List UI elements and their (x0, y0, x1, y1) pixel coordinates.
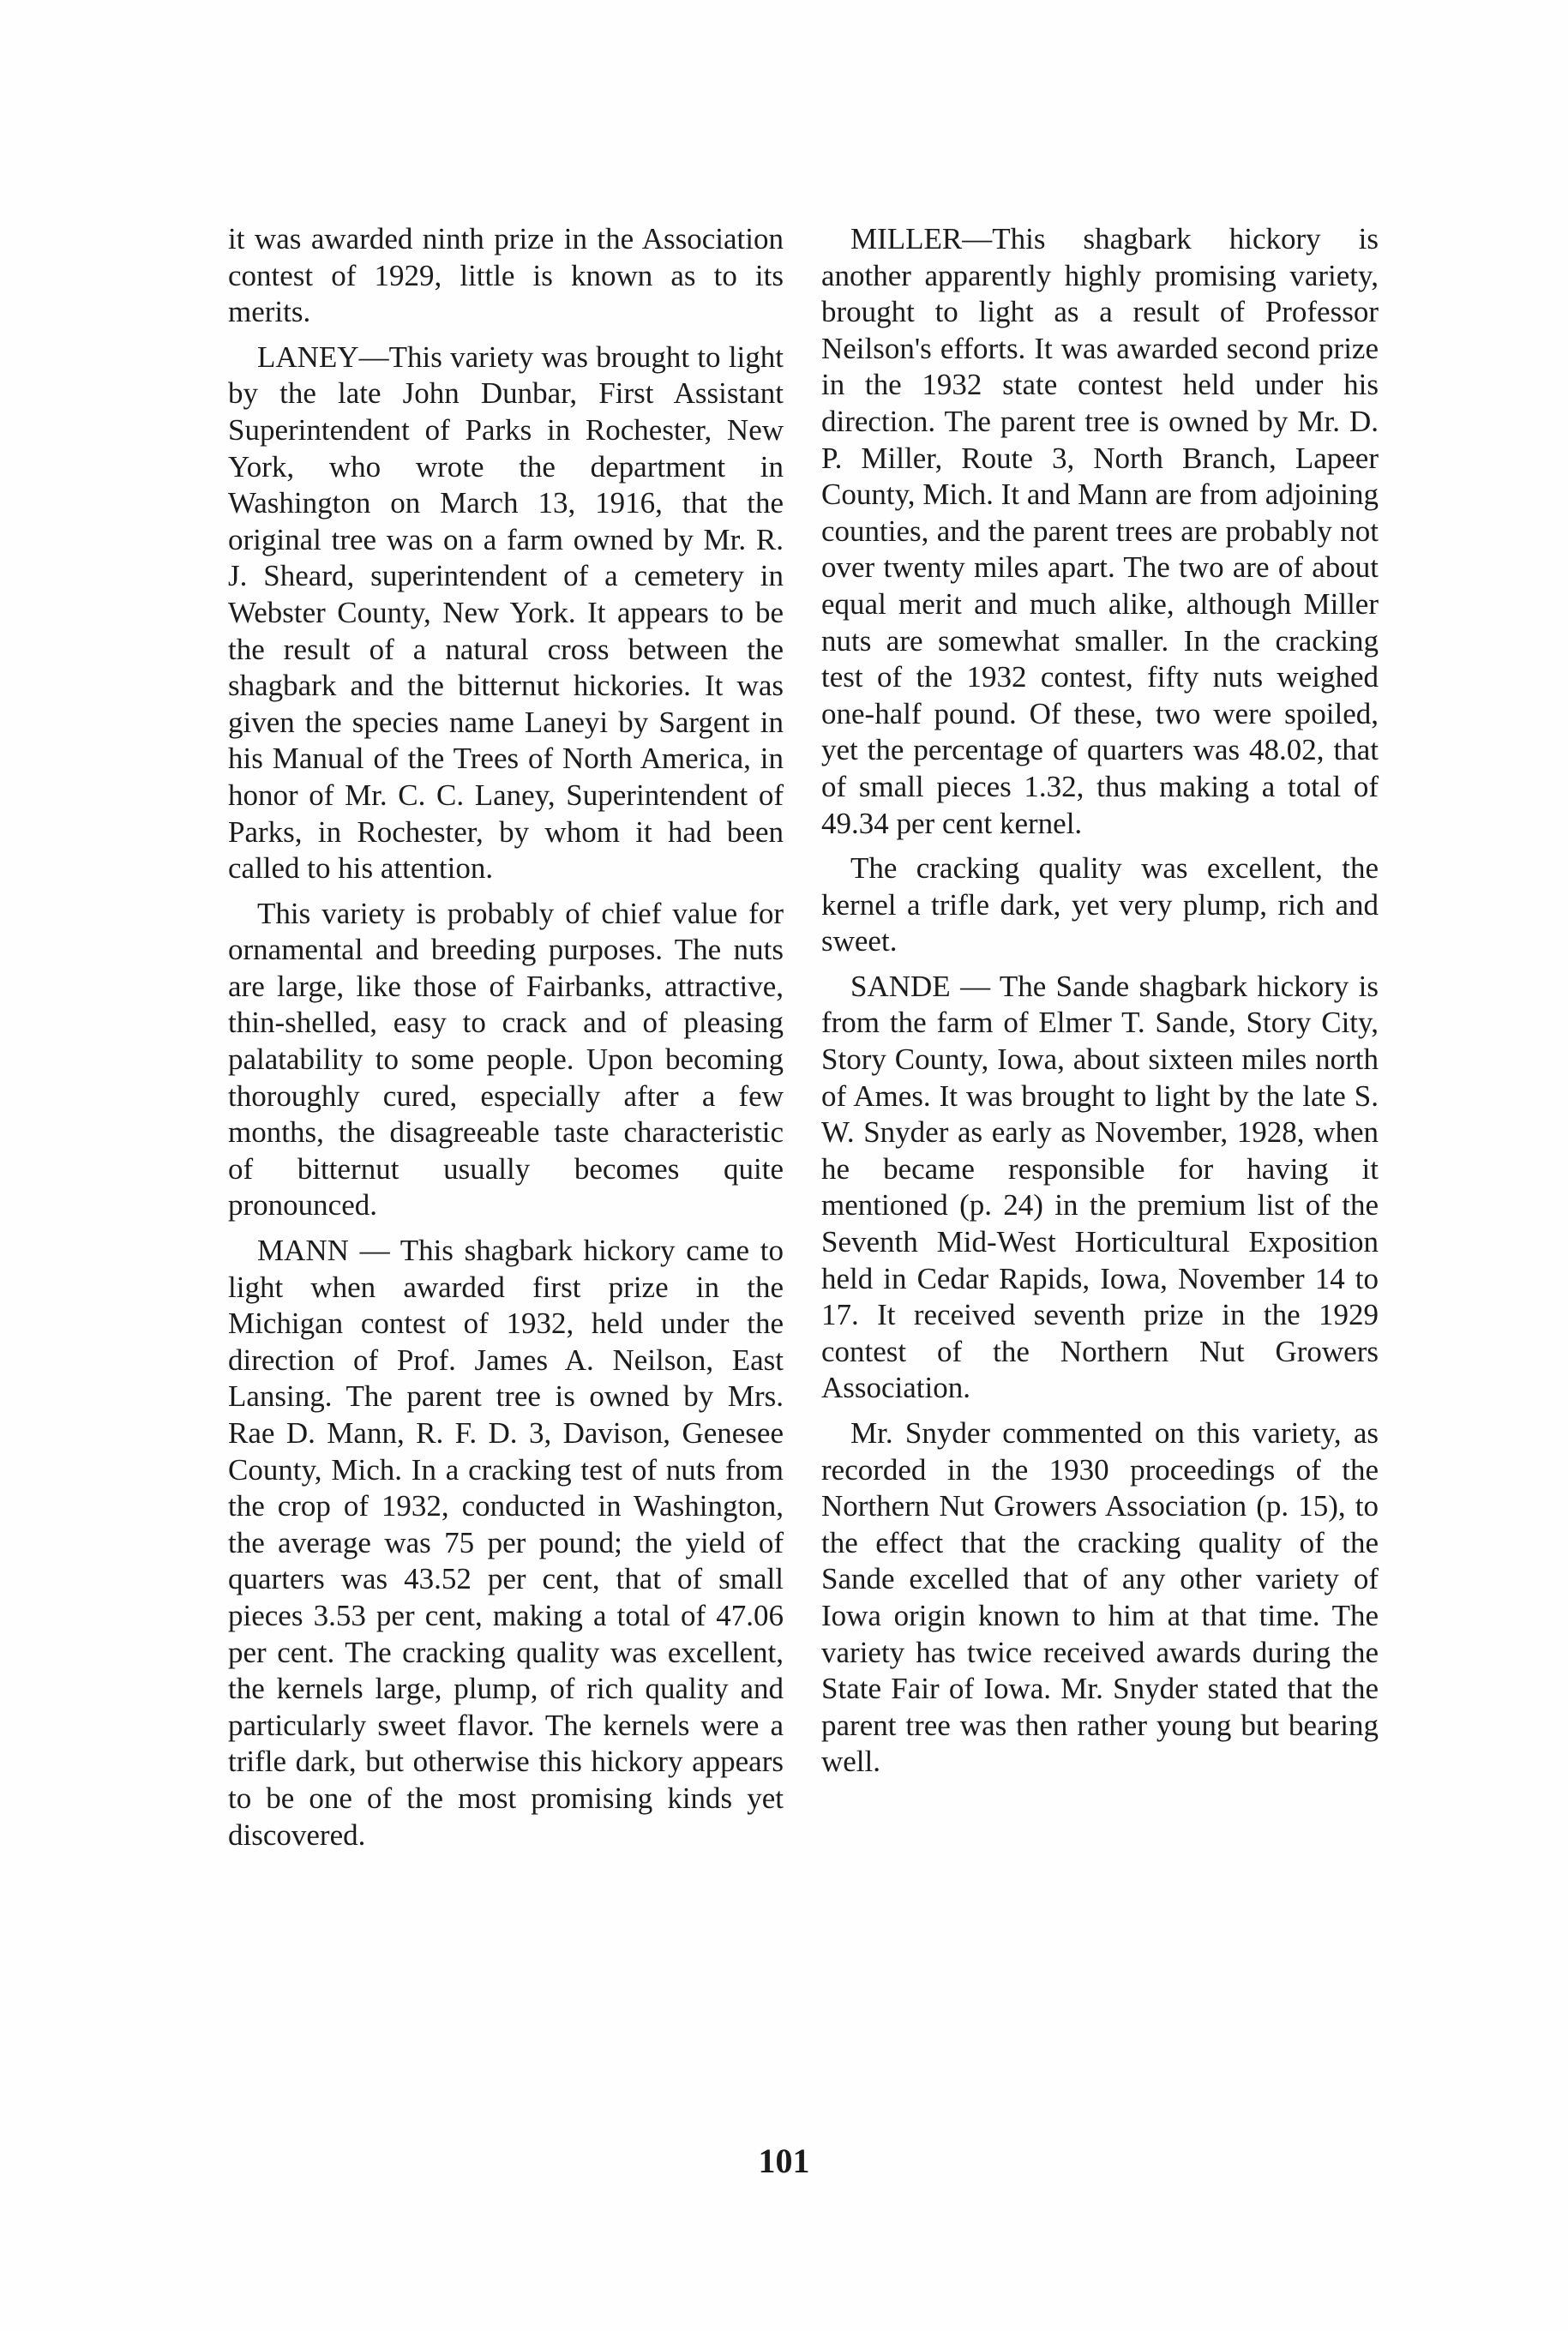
paragraph-laney: LANEY—This variety was brought to light by the late John Dunbar, First Assistant Superintendent of Parks in Rochester, New York, who wrote the department in Washington on March 13, 1916, that the original tree was on a farm owned by Mr. R. J. Sheard, superintendent of a cemetery in Webster County, New York. It appears to be the result of a natural cross between the shagbark and the bitternut hickories. It was given the species name Laneyi by Sargent in his Manual of the Trees of North America, in honor of Mr. C. C. Laney, Superintendent of Parks, in Rochester, by whom it had been called to his attention. (228, 339, 784, 886)
paragraph-laney-value: This variety is probably of chief value for ornamental and breeding purposes. The nuts are large, like those of Fairbanks, attractive, thin-shelled, easy to crack and of pleasing palatability to some people. Upon becoming thoroughly cured, especially after a few months, the disagreeable taste characteristic of bitternut usually becomes quite pronounced. (228, 896, 784, 1223)
paragraph-sande: SANDE — The Sande shagbark hickory is from the farm of Elmer T. Sande, Story City, Story County, Iowa, about sixteen miles north of Ames. It was brought to light by the late S. W. Snyder as early as November, 1928, when he became responsible for having it mentioned (p. 24) in the premium list of the Seventh Mid-West Horticultural Exposition held in Cedar Rapids, Iowa, November 14 to 17. It received seventh prize in the 1929 contest of the Northern Nut Growers Association. (821, 969, 1379, 1405)
page-number: 101 (758, 2142, 810, 2180)
paragraph-miller: MILLER—This shagbark hickory is another apparently highly promising variety, brought to light as a result of Professor Neilson's efforts. It was awarded second prize in the 1932 state contest held under his direction. The parent tree is owned by Mr. D. P. Miller, Route 3, North Branch, Lapeer County, Mich. It and Mann are from adjoining counties, and the parent trees are probably not over twenty miles apart. The two are of about equal merit and much alike, although Miller nuts are somewhat smaller. In the cracking test of the 1932 contest, fifty nuts weighed one-half pound. Of these, two were spoiled, yet the percentage of quarters was 48.02, that of small pieces 1.32, thus making a total of 49.34 per cent kernel. (821, 222, 1379, 840)
paragraph-miller-quality: The cracking quality was excellent, the kernel a trifle dark, yet very plump, rich and sweet. (821, 851, 1379, 958)
right-column (821, 221, 1379, 1789)
paragraph-ninth-prize-continuation: it was awarded ninth prize in the Association contest of 1929, little is known as to its merits. (228, 222, 784, 329)
paragraph-snyder-comment: Mr. Snyder commented on this variety, as recorded in the 1930 proceedings of the Northern Nut Growers Association (p. 15), to the effect that the cracking quality of the Sande excelled that of any other variety of Iowa origin known to him at that time. The variety has twice received awards during the State Fair of Iowa. Mr. Snyder stated that the parent tree was then rather young but bearing well. (821, 1416, 1379, 1779)
paragraph-mann: MANN — This shagbark hickory came to light when awarded first prize in the Michigan contest of 1932, held under the direction of Prof. James A. Neilson, East Lansing. The parent tree is owned by Mrs. Rae D. Mann, R. F. D. 3, Davison, Genesee County, Mich. In a cracking test of nuts from the crop of 1932, conducted in Washington, the average was 75 per pound; the yield of quarters was 43.52 per cent, that of small pieces 3.53 per cent, making a total of 47.06 per cent. The cracking quality was excellent, the kernels large, plump, of rich quality and particularly sweet flavor. The kernels were a trifle dark, but otherwise this hickory appears to be one of the most promising kinds yet discovered. (228, 1234, 784, 1852)
left-column (228, 221, 784, 1862)
